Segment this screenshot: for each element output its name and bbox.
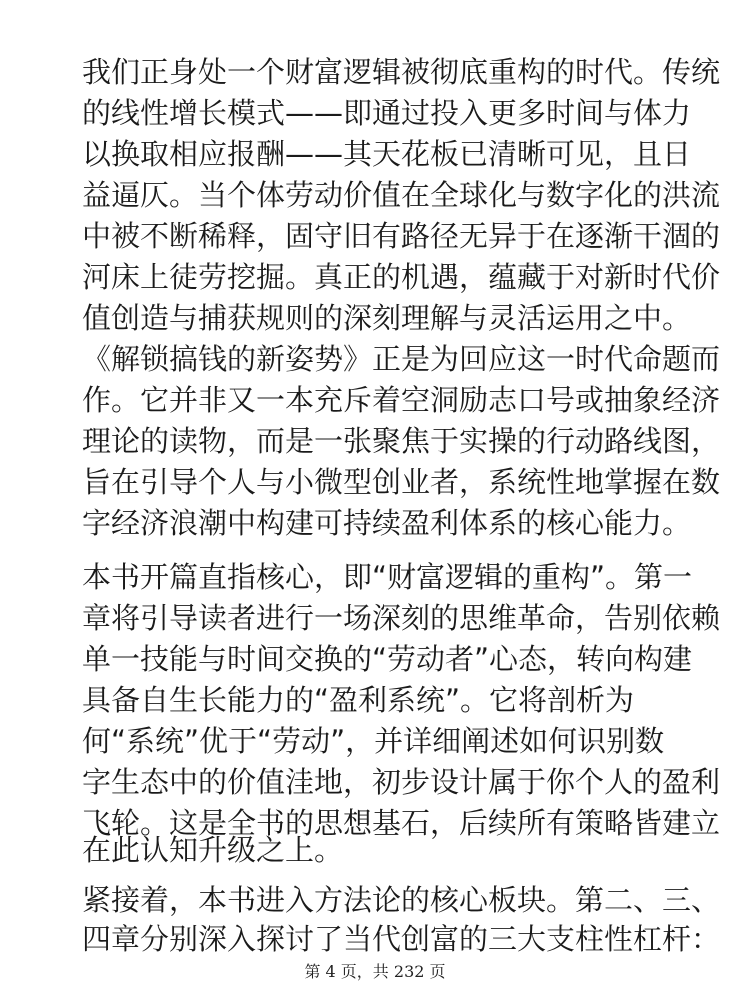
text-line: 单一技能与时间交换的“劳动者”心态，转向构建 (82, 642, 693, 676)
text-line: 紧接着，本书进入方法论的核心板块。第二、三、 (82, 883, 721, 917)
text-line: 四章分别深入探讨了当代创富的三大支柱性杠杆： (82, 922, 721, 956)
text-line: 旨在引导个人与小微型创业者，系统性地掌握在数 (82, 465, 721, 499)
text-line: 何“系统”优于“劳动”，并详细阐述如何识别数 (82, 724, 665, 758)
text-line: 章将引导读者进行一场深刻的思维革命，告别依赖 (82, 601, 721, 635)
text-line: 作。它并非又一本充斥着空洞励志口号或抽象经济 (82, 383, 721, 417)
text-line: 的线性增长模式——即通过投入更多时间与体力 (82, 96, 692, 130)
text-line: 本书开篇直指核心，即“财富逻辑的重构”。第一 (82, 560, 693, 594)
text-line: 《解锁搞钱的新姿势》正是为回应这一时代命题而 (82, 342, 721, 376)
text-line: 益逼仄。当个体劳动价值在全球化与数字化的洪流 (82, 178, 721, 212)
text-line: 值创造与捕获规则的深刻理解与灵活运用之中。 (82, 301, 692, 335)
text-line: 以换取相应报酬——其天花板已清晰可见，且日 (82, 137, 692, 171)
text-line: 字生态中的价值洼地，初步设计属于你个人的盈利 (82, 765, 721, 799)
text-line: 河床上徒劳挖掘。真正的机遇，蕴藏于对新时代价 (82, 260, 721, 294)
text-line: 在此认知升级之上。 (82, 833, 344, 867)
text-line: 飞轮。这是全书的思想基石，后续所有策略皆建立 (82, 806, 721, 840)
text-line: 具备自生长能力的“盈利系统”。它将剖析为 (82, 683, 635, 717)
text-line: 理论的读物，而是一张聚焦于实操的行动路线图， (82, 424, 721, 458)
text-line: 字经济浪潮中构建可持续盈利体系的核心能力。 (82, 506, 692, 540)
text-line: 我们正身处一个财富逻辑被彻底重构的时代。传统 (82, 55, 721, 89)
text-line: 中被不断稀释，固守旧有路径无异于在逐渐干涸的 (82, 219, 721, 253)
page-footer: 第 4 页，共 232 页 (304, 962, 446, 981)
